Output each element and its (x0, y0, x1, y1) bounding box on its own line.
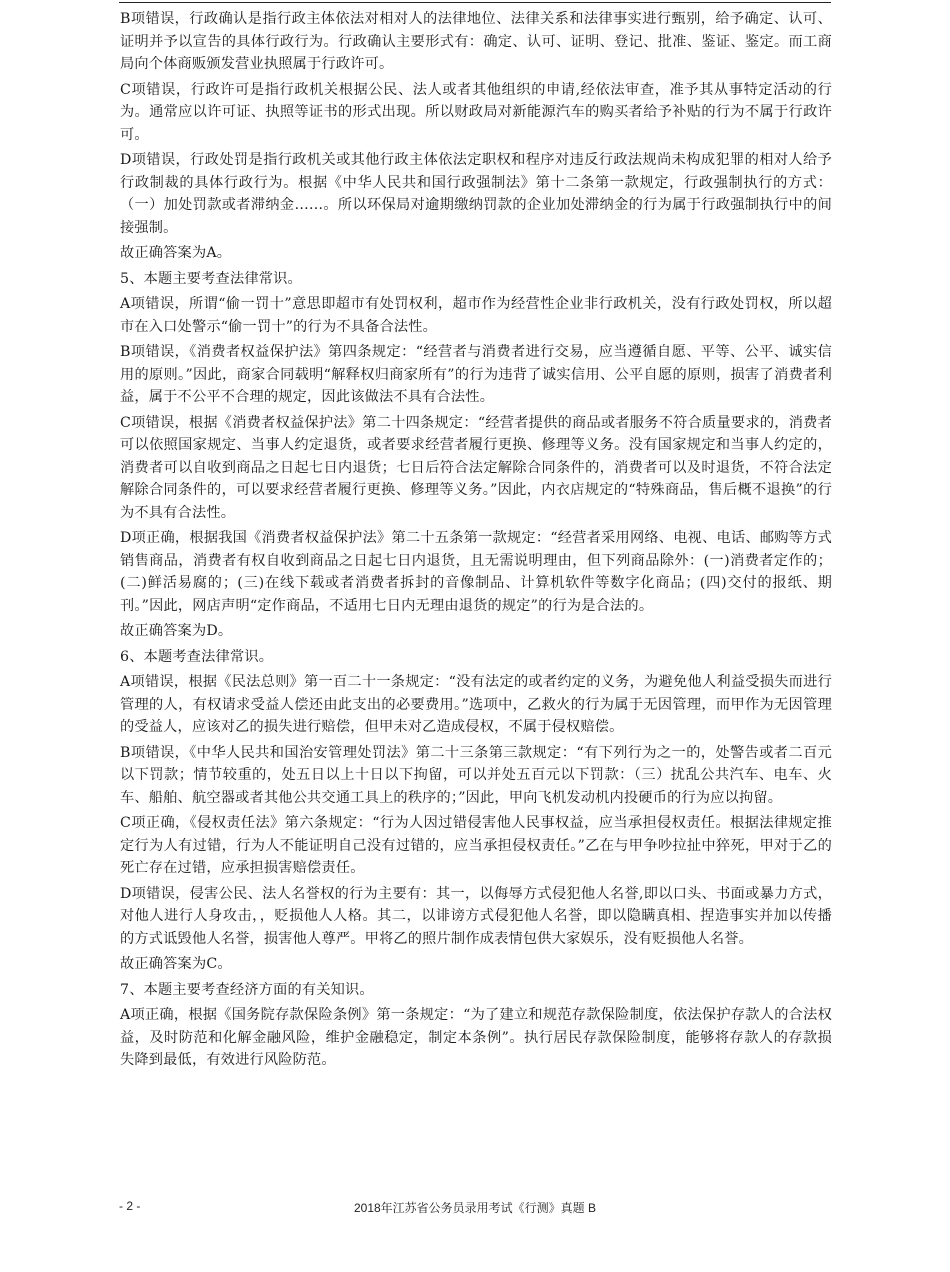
header-rule (119, 2, 831, 3)
answer-line: 故正确答案为A。 (120, 245, 232, 261)
page-number: - 2 - (119, 1199, 141, 1213)
paragraph: A项错误，根据《民法总则》第一百二十一条规定：“没有法定的或者约定的义务，为避免他人利益受损失而进行管理的人，有权请求受益人偿还由此支出的必要费用。”选项中，乙救火的行为属于无因管理，而甲作为无因管理的受益人，应该对乙的损失进行赔偿，但甲未对乙造成侵权，不属于侵权赔偿。 (120, 674, 832, 735)
paragraph: B项错误，行政确认是指行政主体依法对相对人的法律地位、法律关系和法律事实进行甄别，给予确定、认可、证明并予以宣告的具体行政行为。行政确认主要形式有：确定、认可、证明、登记、批准、鉴证、鉴定。而工商局向个体商贩颁发营业执照属于行政许可。 (120, 11, 832, 72)
paragraph: D项错误，侵害公民、法人名誉权的行为主要有：其一，以侮辱方式侵犯他人名誉,即以口头、书面或暴力方式，对他人进行人身攻击，，贬损他人人格。其二，以诽谤方式侵犯他人名誉，即以隐瞒真相、捏造事实并加以传播的方式诋毁他人名誉，损害他人尊严。甲将乙的照片制作成表情包供大家娱乐，没有贬损他人名誉。 (120, 885, 832, 947)
paragraph: C项正确，《侵权责任法》第六条规定：“行为人因过错侵害他人民事权益，应当承担侵权责任。根据法律规定推定行为人有过错，行为人不能证明自己没有过错的，应当承担侵权责任。”乙在与甲争吵拉扯中猝死，甲对于乙的死亡存在过错，应承担损害赔偿责任。 (120, 815, 832, 876)
answer-line: 故正确答案为C。 (120, 956, 232, 972)
page-footer (0, 1199, 950, 1219)
paragraph: D项正确，根据我国《消费者权益保护法》第二十五条第一款规定：“经营者采用网络、电视、电话、邮购等方式销售商品，消费者有权自收到商品之日起七日内退货，且无需说明理由，但下列商品除外：(一)消费者定作的；(二)鲜活易腐的；(三)在线下载或者消费者拆封的音像制品、计算机软件等数字化商品；(四)交付的报纸、期刊。”因此，网店声明“定作商品，不适用七日内无理由退货的规定”的行为是合法的。 (120, 530, 832, 614)
question-heading: 7、本题主要考查经济方面的有关知识。 (120, 981, 374, 998)
paragraph: A项错误，所谓“偷一罚十”意思即超市有处罚权利，超市作为经营性企业非行政机关，没有行政处罚权，所以超市在入口处警示“偷一罚十”的行为不具备合法性。 (120, 296, 832, 335)
question-heading: 6、本题考查法律常识。 (120, 648, 274, 665)
question-heading: 5、本题主要考查法律常识。 (120, 270, 302, 287)
paragraph: D项错误，行政处罚是指行政机关或其他行政主体依法定职权和程序对违反行政法规尚未构成犯罪的相对人给予行政制裁的具体行政行为。根据《中华人民共和国行政强制法》第十二条第一款规定，行政强制执行的方式：（一）加处罚款或者滞纳金……。所以环保局对逾期缴纳罚款的企业加处滞纳金的行为属于行政强制执行中的间接强制。 (120, 152, 832, 236)
paragraph: C项错误，根据《消费者权益保护法》第二十四条规定：“经营者提供的商品或者服务不符合质量要求的，消费者可以依照国家规定、当事人约定退货，或者要求经营者履行更换、修理等义务。没有国家规定和当事人约定的，消费者可以自收到商品之日起七日内退货；七日后符合法定解除合同条件的，消费者可以及时退货，不符合法定解除合同条件的，可以要求经营者履行更换、修理等义务。”因此，内衣店规定的“特殊商品，售后概不退换”的行为不具有合法性。 (120, 414, 832, 521)
document-body (120, 8, 832, 1075)
paragraph: B项错误，《消费者权益保护法》第四条规定：“经营者与消费者进行交易，应当遵循自愿、平等、公平、诚实信用的原则。”因此，商家合同载明“解释权归商家所有”的行为违背了诚实信用、公平自愿的原则，损害了消费者利益，属于不公平不合理的规定，因此该做法不具有合法性。 (120, 344, 832, 405)
paragraph: A项正确，根据《国务院存款保险条例》第一条规定：“为了建立和规范存款保险制度，依法保护存款人的合法权益，及时防范和化解金融风险，维护金融稳定，制定本条例”。执行居民存款保险制度，能够将存款人的存款损失降到最低，有效进行风险防范。 (120, 1007, 832, 1068)
footer-title: 2018年江苏省公务员录用考试《行测》真题 B (353, 1201, 597, 1215)
paragraph: B项错误，《中华人民共和国治安管理处罚法》第二十三条第三款规定：“有下列行为之一的，处警告或者二百元以下罚款；情节较重的，处五日以上十日以下拘留，可以并处五百元以下罚款：（三）扰乱公共汽车、电车、火车、船舶、航空器或者其他公共交通工具上的秩序的；”因此，甲向飞机发动机内投硬币的行为应以拘留。 (120, 744, 832, 806)
answer-line: 故正确答案为D。 (120, 623, 233, 639)
paragraph: C项错误，行政许可是指行政机关根据公民、法人或者其他组织的申请,经依法审查，准予其从事特定活动的行为。通常应以许可证、执照等证书的形式出现。所以财政局对新能源汽车的购买者给予补贴的行为不属于行政许可。 (120, 81, 832, 143)
